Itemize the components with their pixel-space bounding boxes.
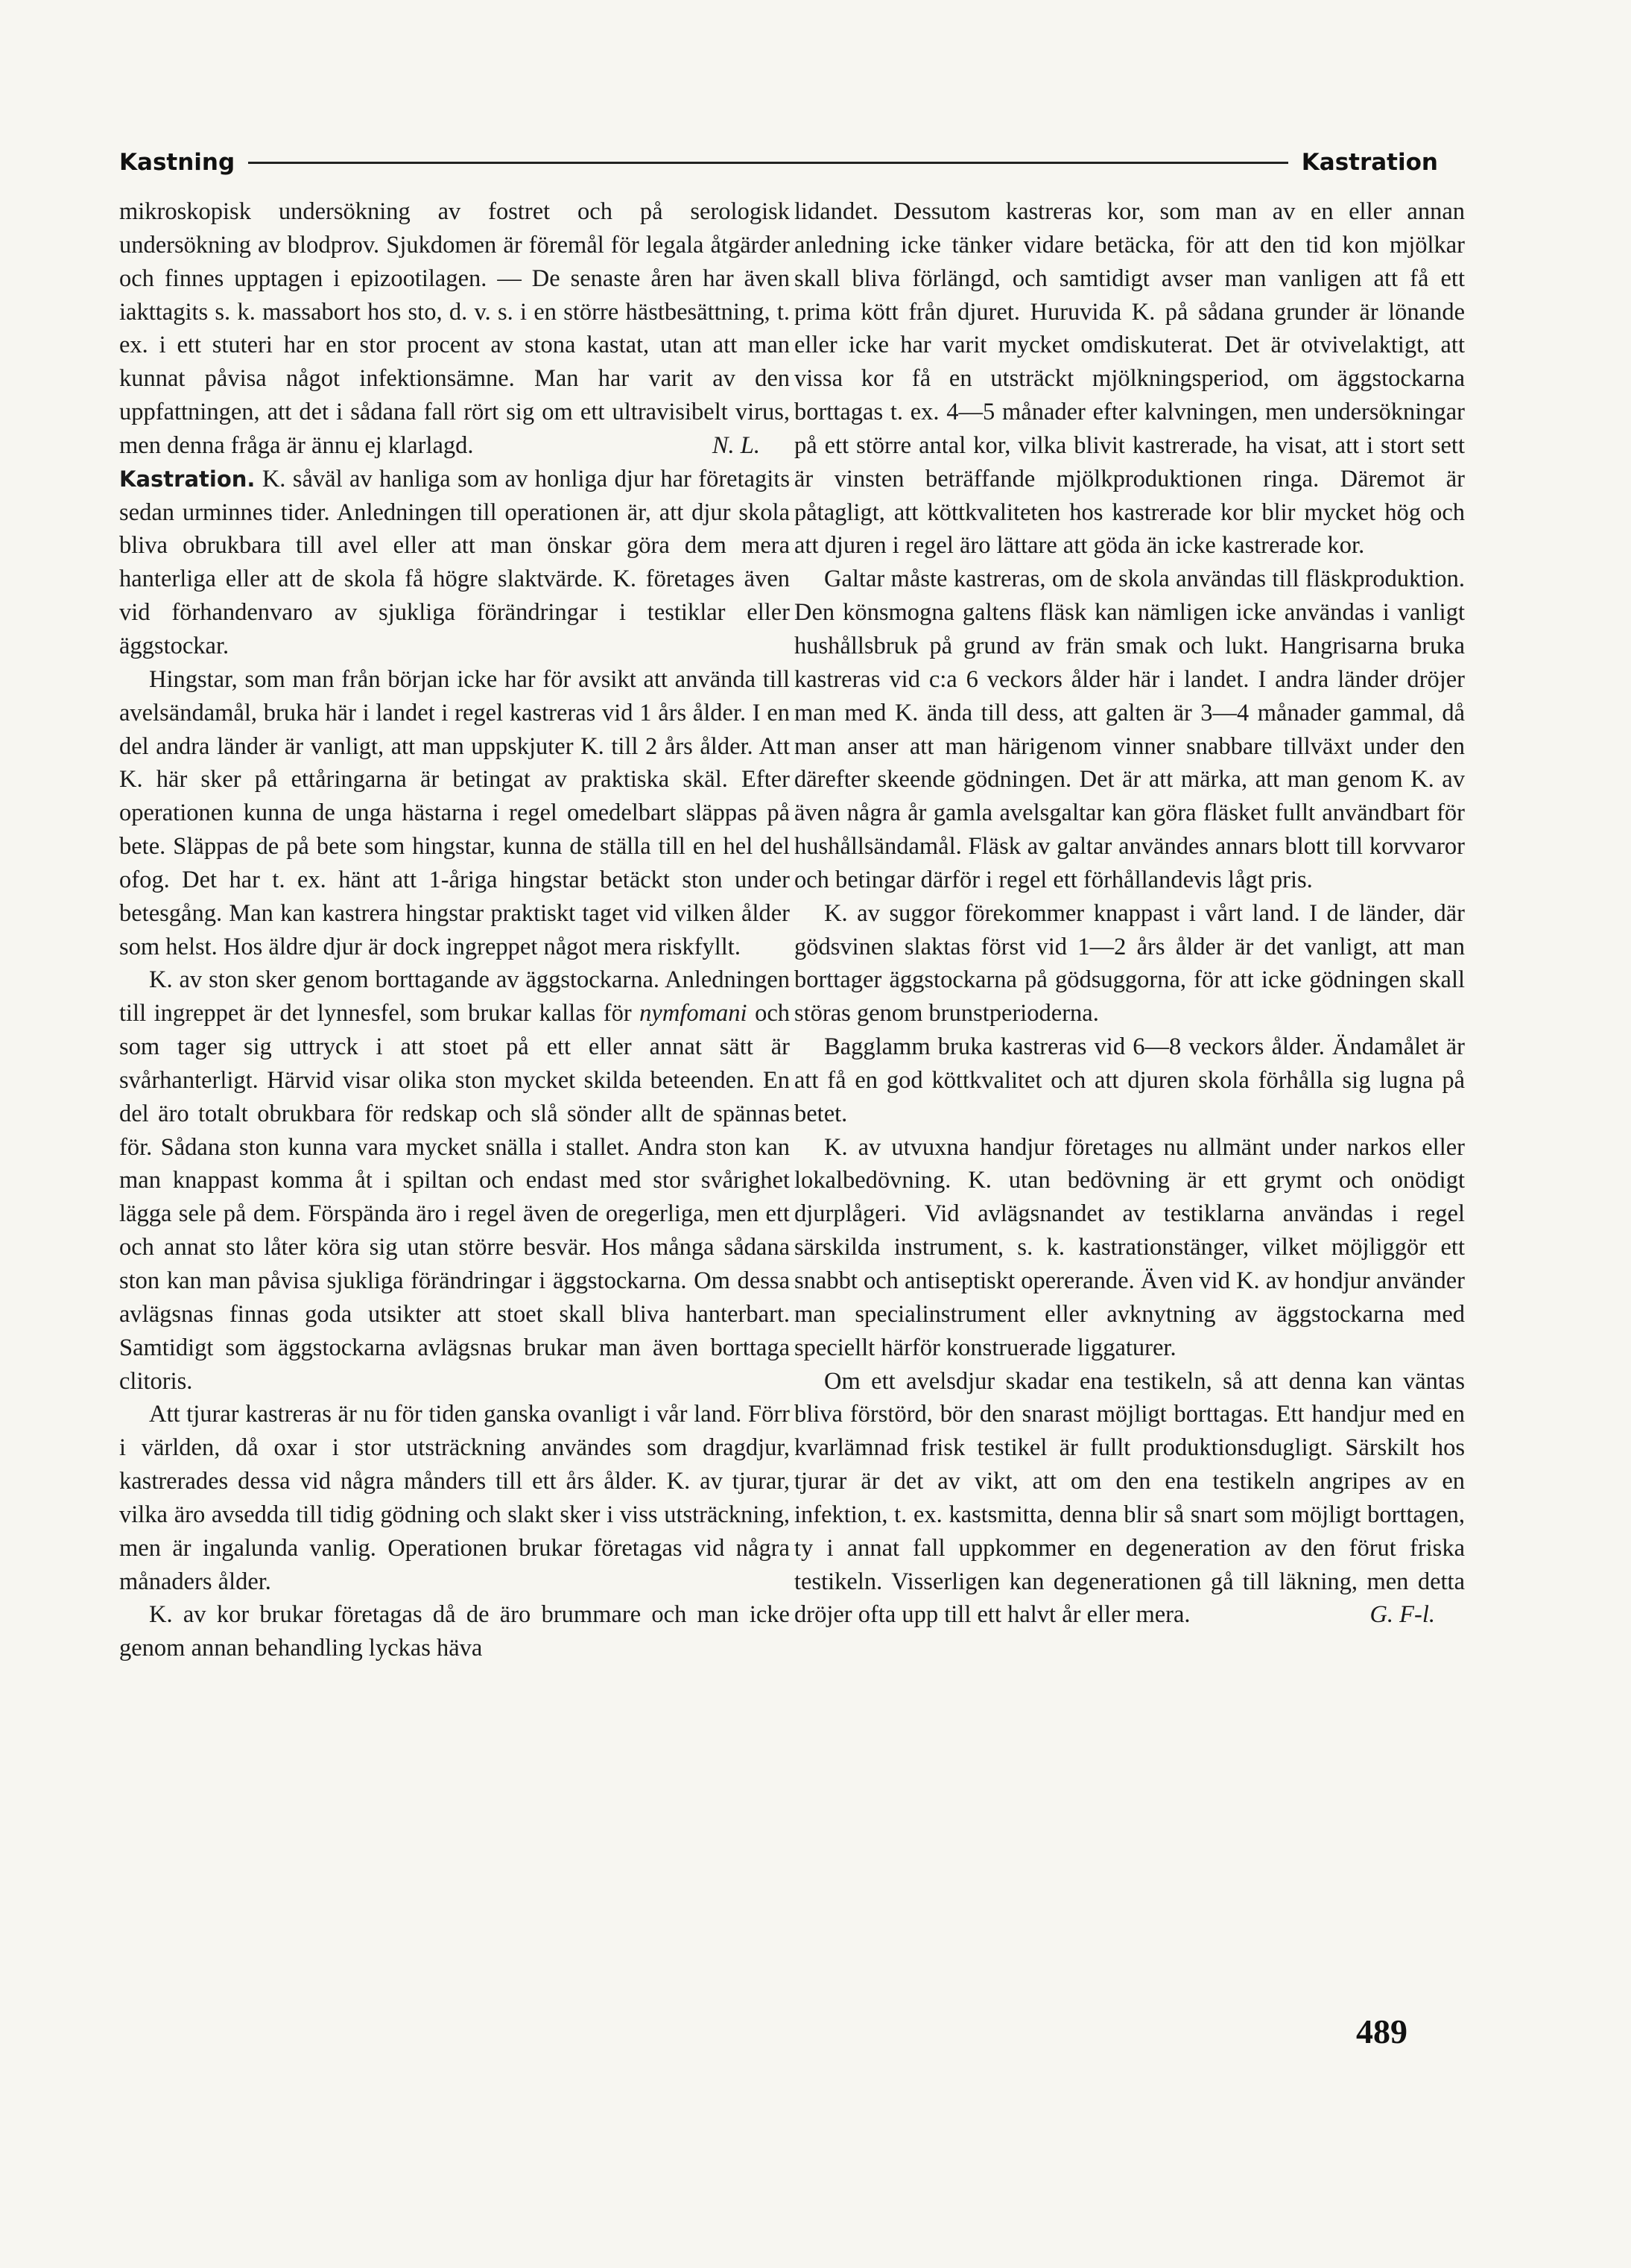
running-header: [119, 140, 1438, 185]
paragraph-text: mikroskopisk undersökning av fostret och på serologisk undersökning av blodprov. Sjukdomen är föremål för legala åtgärder och finnes upptagen i epizootilagen. — De senaste åren har även iakttagits s. k. massabort hos sto, d. v. s. i en större hästbesättning, t. ex. i ett stuteri har en stor procent av stona kastat, utan att man kunnat påvisa något infektionsämne. Man har varit av den uppfattningen, att det i sådana fall rört sig om ett ultravisibelt virus, men denna fråga är ännu ej klarlagd.: [119, 198, 790, 459]
paragraph-text: K. såväl av hanliga som av honliga djur har företagits sedan urminnes tider. Anledningen till operationen är, att djur skola bliva obrukbara till avel eller att man önskar göra dem mera hanterliga eller att de skola få högre slaktvärde. K. företages även vid förhandenvaro av sjukliga förändringar i testiklar eller äggstockar.: [119, 465, 790, 659]
left-column: [119, 195, 790, 1665]
paragraph: lidandet. Dessutom kastreras kor, som man av en eller annan anledning icke tänker vidare betäcka, för att den tid kon mjölkar skall bliva förlängd, och samtidigt avser man vanligen att få ett prima kött från djuret. Huruvida K. på sådana grunder är lönande eller icke har varit mycket omdiskuterat. Det är otvivelaktigt, att vissa kor få en utsträckt mjölkningsperiod, om äggstockarna borttagas t. ex. 4—5 månader efter kalvningen, men undersökningar på ett större antal kor, vilka blivit kastrerade, ha visat, att i stort sett är vinsten beträffande mjölkproduktionen ringa. Däremot är påtagligt, att köttkvaliteten hos kastrerade kor blir mycket hög och att djuren i regel äro lättare att göda än icke kastrerade kor.: [794, 198, 1465, 560]
paragraph: [794, 1365, 1465, 1632]
entry-keyword: Kastration.: [119, 466, 256, 492]
paragraph-text: och som tager sig uttryck i att stoet på ett eller annat sätt är svårhanterligt. Härvid visar olika ston mycket skilda beteenden. En del äro totalt obrukbara för redskap och slå sönder allt de spännas för. Sådana ston kunna vara mycket snälla i stallet. Andra ston kan man knappast komma åt i spiltan och endast med stor svårighet lägga sele på dem. Förspända äro i regel även de oregerliga, men ett och annat sto låter köra sig utan större besvär. Hos många sådana ston kan man påvisa sjukliga förändringar i äggstockarna. Om dessa avlägsnas finnas goda utsikter att stoet skall bliva hanterbart. Samtidigt som äggstockarna avlägsnas brukar man även borttaga clitoris.: [119, 1000, 790, 1395]
paragraph: Galtar måste kastreras, om de skola användas till fläskproduktion. Den könsmogna galtens fläsk kan nämligen icke användas i vanligt hushållsbruk på grund av frän smak och lukt. Hangrisarna bruka kastreras vid c:a 6 veckors ålder här i landet. I andra länder dröjer man med K. ända till dess, att galten är 3—4 månader gammal, då man anser att man härigenom vinner snabbare tillväxt under den därefter skeende gödningen. Det är att märka, att man genom K. av även några år gamla avelsgaltar kan göra fläsket fullt användbart för hushållsändamål. Fläsk av galtar användes annars blott till korvvaror och betingar därför i regel ett förhållandevis lågt pris.: [794, 566, 1465, 893]
page-number: 489: [1356, 2012, 1407, 2050]
author-signature: G. F-l.: [1369, 1601, 1435, 1629]
header-left-keyword: Kastning: [119, 149, 235, 176]
paragraph: Att tjurar kastreras är nu för tiden ganska ovanligt i vår land. Förr i världen, då oxar i stor utsträckning användes som dragdjur, kastrerades dessa vid några månders till ett års ålder. K. av tjurar, vilka äro avsedda till tidig gödning och slakt sker i viss utsträckning, men är ingalunda vanlig. Operationen brukar företagas vid några månaders ålder.: [119, 1401, 790, 1595]
right-column: [794, 195, 1465, 1632]
paragraph: Bagglamm bruka kastreras vid 6—8 veckors ålder. Ändamålet är att få en god köttkvalitet och att djuren skola förhålla sig lugna på betet.: [794, 1033, 1465, 1127]
header-rule: [248, 162, 1288, 164]
paragraph: [119, 463, 790, 663]
paragraph: [119, 963, 790, 1398]
emphasis-term: nymfomani: [639, 1000, 747, 1027]
paragraph: K. av suggor förekommer knappast i vårt land. I de länder, där gödsvinen slaktas först vid 1—2 års ålder är det vanligt, att man borttager äggstockarna på gödsuggorna, för att icke gödningen skall störas genom brunstperioderna.: [794, 899, 1465, 1027]
paragraph: K. av utvuxna handjur företages nu allmänt under narkos eller lokalbedövning. K. utan bedövning är ett grymt och onödigt djurplågeri. Vid avlägsnandet av testiklarna användas i regel särskilda instrument, s. k. kastrationstänger, vilket möjliggör ett snabbt och antiseptiskt opererande. Även vid K. av hondjur använder man specialinstrument eller avknytning av äggstockarna med speciellt härför konstruerade liggaturer.: [794, 1133, 1465, 1361]
paragraph-text: Om ett avelsdjur skadar ena testikeln, så att denna kan väntas bliva förstörd, bör den snarast möjligt borttagas. Ett handjur med en kvarlämnad frisk testikel är fullt produktionsdugligt. Särskilt hos tjurar är det av vikt, att om den ena testikeln angripes av en infektion, t. ex. kastsmitta, denna blir så snart som möjligt borttagen, ty i annat fall uppkommer en degeneration av den förut friska testikeln. Visserligen kan degenerationen gå till läkning, men detta dröjer ofta upp till ett halvt år eller mera.: [794, 1367, 1465, 1629]
header-right-keyword: Kastration: [1301, 149, 1438, 176]
author-signature: N. L.: [712, 431, 760, 459]
paragraph: [119, 195, 790, 463]
paragraph: Hingstar, som man från början icke har för avsikt att använda till avelsändamål, bruka här i landet i regel kastreras vid 1 års ålder. I en del andra länder är vanligt, att man uppskjuter K. till 2 års ålder. Att K. här sker på ettåringarna är betingat av praktiska skäl. Efter operationen kunna de unga hästarna i regel omedelbart släppas på bete. Släppas de på bete som hingstar, kunna de ställa till en hel del ofog. Det har t. ex. hänt att 1-åriga hingstar betäckt ston under betesgång. Man kan kastrera hingstar praktiskt taget vid vilken ålder som helst. Hos äldre djur är dock ingreppet något mera riskfyllt.: [119, 665, 790, 960]
paragraph: K. av kor brukar företagas då de äro brummare och man icke genom annan behandling lyckas häva: [119, 1601, 790, 1662]
paragraph-text: K. av ston sker genom borttagande av äggstockarna. Anledningen till ingreppet är det lynnesfel, som brukar kallas för: [119, 966, 790, 1027]
